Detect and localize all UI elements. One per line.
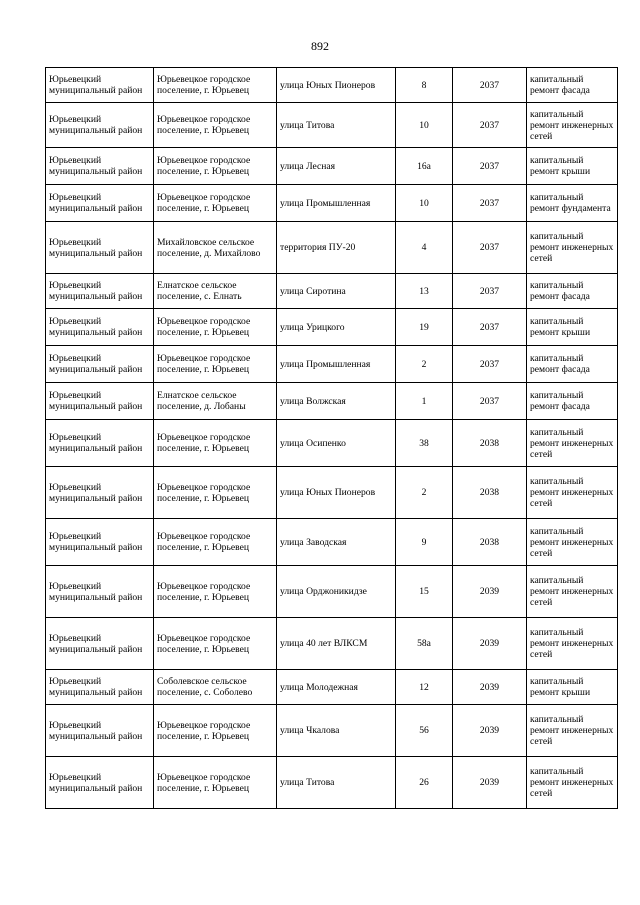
cell-district: Юрьевецкий муниципальный район [46,467,154,519]
cell-settlement: Юрьевецкое городское поселение, г. Юрьевец [154,103,277,148]
cell-work-type: капитальный ремонт фасада [527,383,618,420]
cell-house-number: 16а [396,148,453,185]
cell-work-type: капитальный ремонт фасада [527,68,618,103]
cell-house-number: 13 [396,274,453,309]
cell-settlement: Юрьевецкое городское поселение, г. Юрьевец [154,68,277,103]
table-body [46,68,618,809]
cell-district: Юрьевецкий муниципальный район [46,103,154,148]
cell-settlement: Юрьевецкое городское поселение, г. Юрьевец [154,309,277,346]
cell-settlement: Юрьевецкое городское поселение, г. Юрьевец [154,705,277,757]
cell-work-type: капитальный ремонт крыши [527,670,618,705]
cell-street: улица Юных Пионеров [277,68,396,103]
cell-street: улица Титова [277,103,396,148]
cell-district: Юрьевецкий муниципальный район [46,420,154,467]
cell-street: улица Осипенко [277,420,396,467]
table-row [46,309,618,346]
cell-settlement: Юрьевецкое городское поселение, г. Юрьевец [154,467,277,519]
cell-work-type: капитальный ремонт инженерных сетей [527,566,618,618]
cell-work-type: капитальный ремонт фундамента [527,185,618,222]
cell-street: улица Промышленная [277,185,396,222]
cell-work-type: капитальный ремонт инженерных сетей [527,420,618,467]
table-row [46,68,618,103]
cell-house-number: 26 [396,757,453,809]
cell-district: Юрьевецкий муниципальный район [46,148,154,185]
cell-district: Юрьевецкий муниципальный район [46,757,154,809]
table-row [46,103,618,148]
cell-street: улица Лесная [277,148,396,185]
cell-district: Юрьевецкий муниципальный район [46,705,154,757]
cell-district: Юрьевецкий муниципальный район [46,383,154,420]
cell-house-number: 58а [396,618,453,670]
cell-year: 2037 [453,274,527,309]
cell-year: 2037 [453,222,527,274]
cell-settlement: Соболевское сельское поселение, с. Соболево [154,670,277,705]
table-row [46,185,618,222]
cell-settlement: Юрьевецкое городское поселение, г. Юрьевец [154,346,277,383]
table-row [46,566,618,618]
cell-house-number: 56 [396,705,453,757]
cell-street: улица Заводская [277,519,396,566]
cell-district: Юрьевецкий муниципальный район [46,346,154,383]
cell-year: 2039 [453,670,527,705]
cell-street: улица Чкалова [277,705,396,757]
cell-work-type: капитальный ремонт фасада [527,346,618,383]
cell-house-number: 4 [396,222,453,274]
table-row [46,618,618,670]
cell-house-number: 10 [396,185,453,222]
cell-year: 2037 [453,185,527,222]
cell-settlement: Юрьевецкое городское поселение, г. Юрьевец [154,566,277,618]
cell-settlement: Юрьевецкое городское поселение, г. Юрьевец [154,519,277,566]
cell-settlement: Юрьевецкое городское поселение, г. Юрьевец [154,420,277,467]
page-number: 892 [311,39,329,53]
cell-settlement: Юрьевецкое городское поселение, г. Юрьевец [154,618,277,670]
cell-year: 2037 [453,309,527,346]
cell-street: улица Титова [277,757,396,809]
cell-street: улица Орджоникидзе [277,566,396,618]
cell-year: 2037 [453,383,527,420]
cell-year: 2038 [453,467,527,519]
table-row [46,757,618,809]
cell-district: Юрьевецкий муниципальный район [46,670,154,705]
cell-work-type: капитальный ремонт инженерных сетей [527,757,618,809]
cell-work-type: капитальный ремонт инженерных сетей [527,519,618,566]
cell-district: Юрьевецкий муниципальный район [46,618,154,670]
cell-street: улица Сиротина [277,274,396,309]
cell-street: улица Молодежная [277,670,396,705]
cell-house-number: 12 [396,670,453,705]
cell-work-type: капитальный ремонт фасада [527,274,618,309]
cell-year: 2037 [453,346,527,383]
table-row [46,420,618,467]
cell-house-number: 15 [396,566,453,618]
table-row [46,383,618,420]
cell-year: 2037 [453,148,527,185]
cell-year: 2038 [453,420,527,467]
cell-street: территория ПУ-20 [277,222,396,274]
cell-district: Юрьевецкий муниципальный район [46,274,154,309]
table-row [46,346,618,383]
cell-district: Юрьевецкий муниципальный район [46,309,154,346]
cell-house-number: 2 [396,346,453,383]
cell-street: улица Юных Пионеров [277,467,396,519]
cell-street: улица Промышленная [277,346,396,383]
cell-district: Юрьевецкий муниципальный район [46,222,154,274]
cell-work-type: капитальный ремонт инженерных сетей [527,103,618,148]
cell-district: Юрьевецкий муниципальный район [46,566,154,618]
cell-settlement: Юрьевецкое городское поселение, г. Юрьевец [154,757,277,809]
cell-work-type: капитальный ремонт инженерных сетей [527,618,618,670]
table-row [46,705,618,757]
cell-work-type: капитальный ремонт инженерных сетей [527,222,618,274]
cell-street: улица Волжская [277,383,396,420]
cell-settlement: Елнатское сельское поселение, с. Елнать [154,274,277,309]
cell-settlement: Юрьевецкое городское поселение, г. Юрьевец [154,148,277,185]
cell-year: 2039 [453,618,527,670]
cell-street: улица Урицкого [277,309,396,346]
cell-district: Юрьевецкий муниципальный район [46,519,154,566]
repair-schedule-table [45,67,618,809]
cell-house-number: 19 [396,309,453,346]
cell-house-number: 8 [396,68,453,103]
cell-house-number: 38 [396,420,453,467]
cell-settlement: Елнатское сельское поселение, д. Лобаны [154,383,277,420]
cell-year: 2039 [453,757,527,809]
cell-year: 2037 [453,103,527,148]
cell-year: 2038 [453,519,527,566]
cell-work-type: капитальный ремонт инженерных сетей [527,467,618,519]
cell-work-type: капитальный ремонт инженерных сетей [527,705,618,757]
cell-settlement: Юрьевецкое городское поселение, г. Юрьевец [154,185,277,222]
cell-work-type: капитальный ремонт крыши [527,309,618,346]
cell-year: 2039 [453,566,527,618]
cell-year: 2039 [453,705,527,757]
cell-house-number: 1 [396,383,453,420]
table-row [46,467,618,519]
cell-house-number: 9 [396,519,453,566]
cell-year: 2037 [453,68,527,103]
cell-house-number: 10 [396,103,453,148]
table-row [46,670,618,705]
table-row [46,519,618,566]
cell-house-number: 2 [396,467,453,519]
cell-district: Юрьевецкий муниципальный район [46,185,154,222]
cell-work-type: капитальный ремонт крыши [527,148,618,185]
cell-settlement: Михайловское сельское поселение, д. Михайлово [154,222,277,274]
table-row [46,148,618,185]
table-row [46,274,618,309]
cell-district: Юрьевецкий муниципальный район [46,68,154,103]
cell-street: улица 40 лет ВЛКСМ [277,618,396,670]
table-row [46,222,618,274]
